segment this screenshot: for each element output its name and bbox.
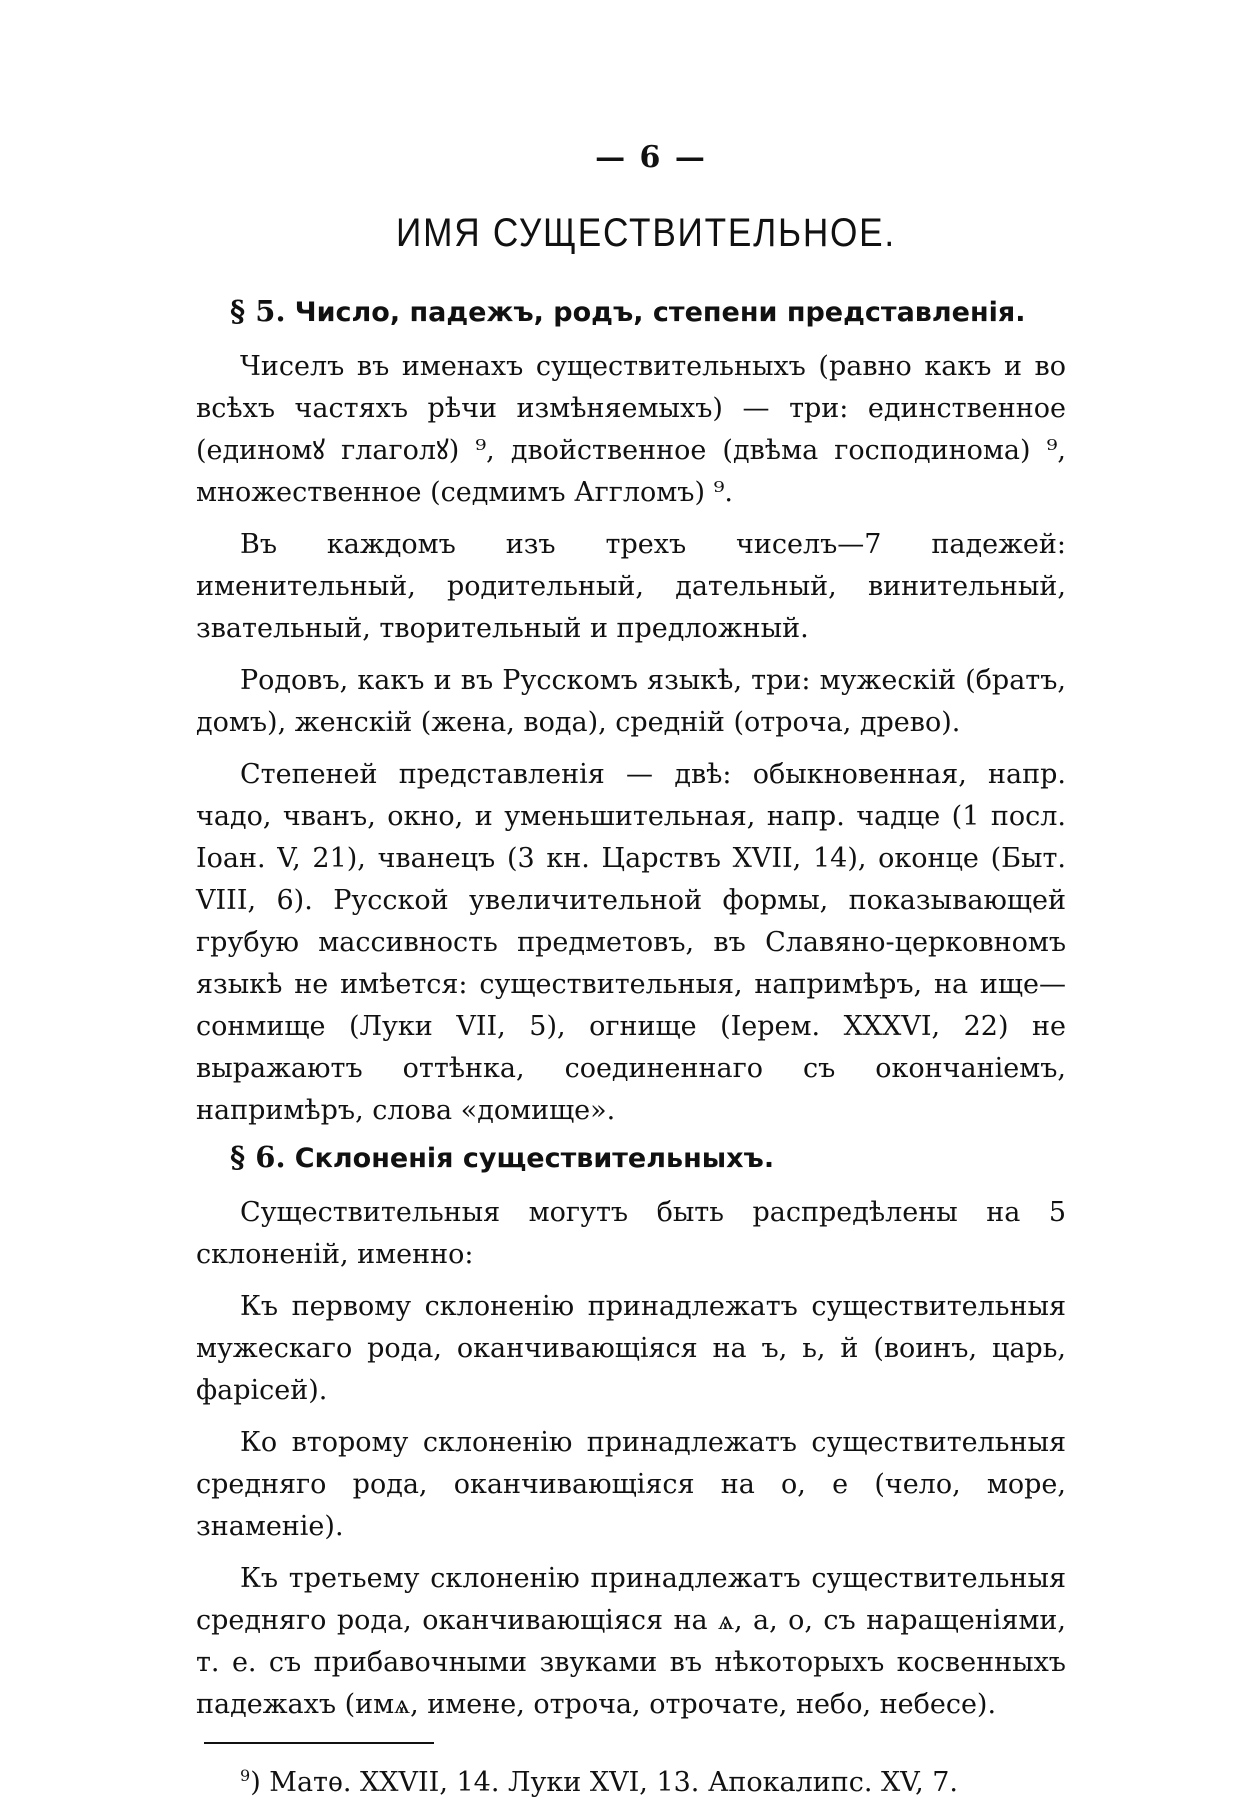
- footnote-text: ) Матѳ. XXVII, 14. Луки XVI, 13. Апокалипс. XV, 7.: [250, 1767, 958, 1798]
- paragraph: Въ каждомъ изъ трехъ чиселъ—7 падежей: именительный, родительный, дательный, винительный, звательный, творительный и предложный.: [196, 529, 1066, 644]
- paragraph: Чиселъ въ именахъ существительныхъ (равно какъ и во всѣхъ частяхъ рѣчи измѣняемыхъ) — три: единственное (единомꙋ глаголꙋ) ⁹, двойственное (двѣма господинома) ⁹, множественное (седмимъ Аггломъ) ⁹.: [196, 351, 1066, 508]
- paragraph: Степеней представленія — двѣ: обыкновенная, напр. чадо, чванъ, окно, и уменьшительная, напр. чадце (1 посл. Іоан. V, 21), чванецъ (3 кн. Царствъ XVII, 14), оконце (Быт. VIII, 6). Русской увеличительной формы, показывающей грубую массивность предметовъ, въ Славяно-церковномъ языкѣ не имѣется: существительныя, напримѣръ, на ище—сонмище (Луки VII, 5), огнище (Іерем. XXXVI, 22) не выражаютъ оттѣнка, соединеннаго съ окончаніемъ, напримѣръ, слова «домище».: [196, 759, 1066, 1126]
- section-number: § 6.: [230, 1140, 286, 1174]
- section-heading-5: [196, 290, 1066, 334]
- section-heading-6: [196, 1136, 1066, 1180]
- paragraph: Родовъ, какъ и въ Русскомъ языкѣ, три: мужескій (братъ, домъ), женскій (жена, вода), средній (отроча, древо).: [196, 665, 1066, 738]
- footnote-divider: [204, 1742, 434, 1744]
- chapter-title: ИМЯ СУЩЕСТВИТЕЛЬНОЕ.: [396, 211, 896, 255]
- paragraph: Къ первому склоненію принадлежатъ существительныя мужескаго рода, оканчивающіяся на ъ, ь, й (воинъ, царь, фарісей).: [196, 1291, 1066, 1406]
- book-page: [196, 140, 1066, 1803]
- footnote-marker: 9: [240, 1766, 251, 1785]
- page-number: — 6 —: [595, 140, 707, 175]
- footnote: [196, 1756, 1066, 1803]
- section-number: § 5.: [230, 294, 286, 328]
- paragraph: Къ третьему склоненію принадлежатъ существительныя средняго рода, оканчивающіяся на ѧ, а, о, съ наращеніями, т. е. съ прибавочными звуками въ нѣкоторыхъ косвенныхъ падежахъ (имѧ, имене, отроча, отрочате, небо, небесе).: [196, 1563, 1066, 1720]
- section-title: Число, падежъ, родъ, степени представленія.: [294, 297, 1026, 328]
- paragraph: Ко второму склоненію принадлежатъ существительныя средняго рода, оканчивающіяся на о, е (чело, море, знаменіе).: [196, 1427, 1066, 1542]
- section-title: Склоненія существительныхъ.: [294, 1143, 775, 1174]
- paragraph: Существительныя могутъ быть распредѣлены на 5 склоненій, именно:: [196, 1197, 1066, 1270]
